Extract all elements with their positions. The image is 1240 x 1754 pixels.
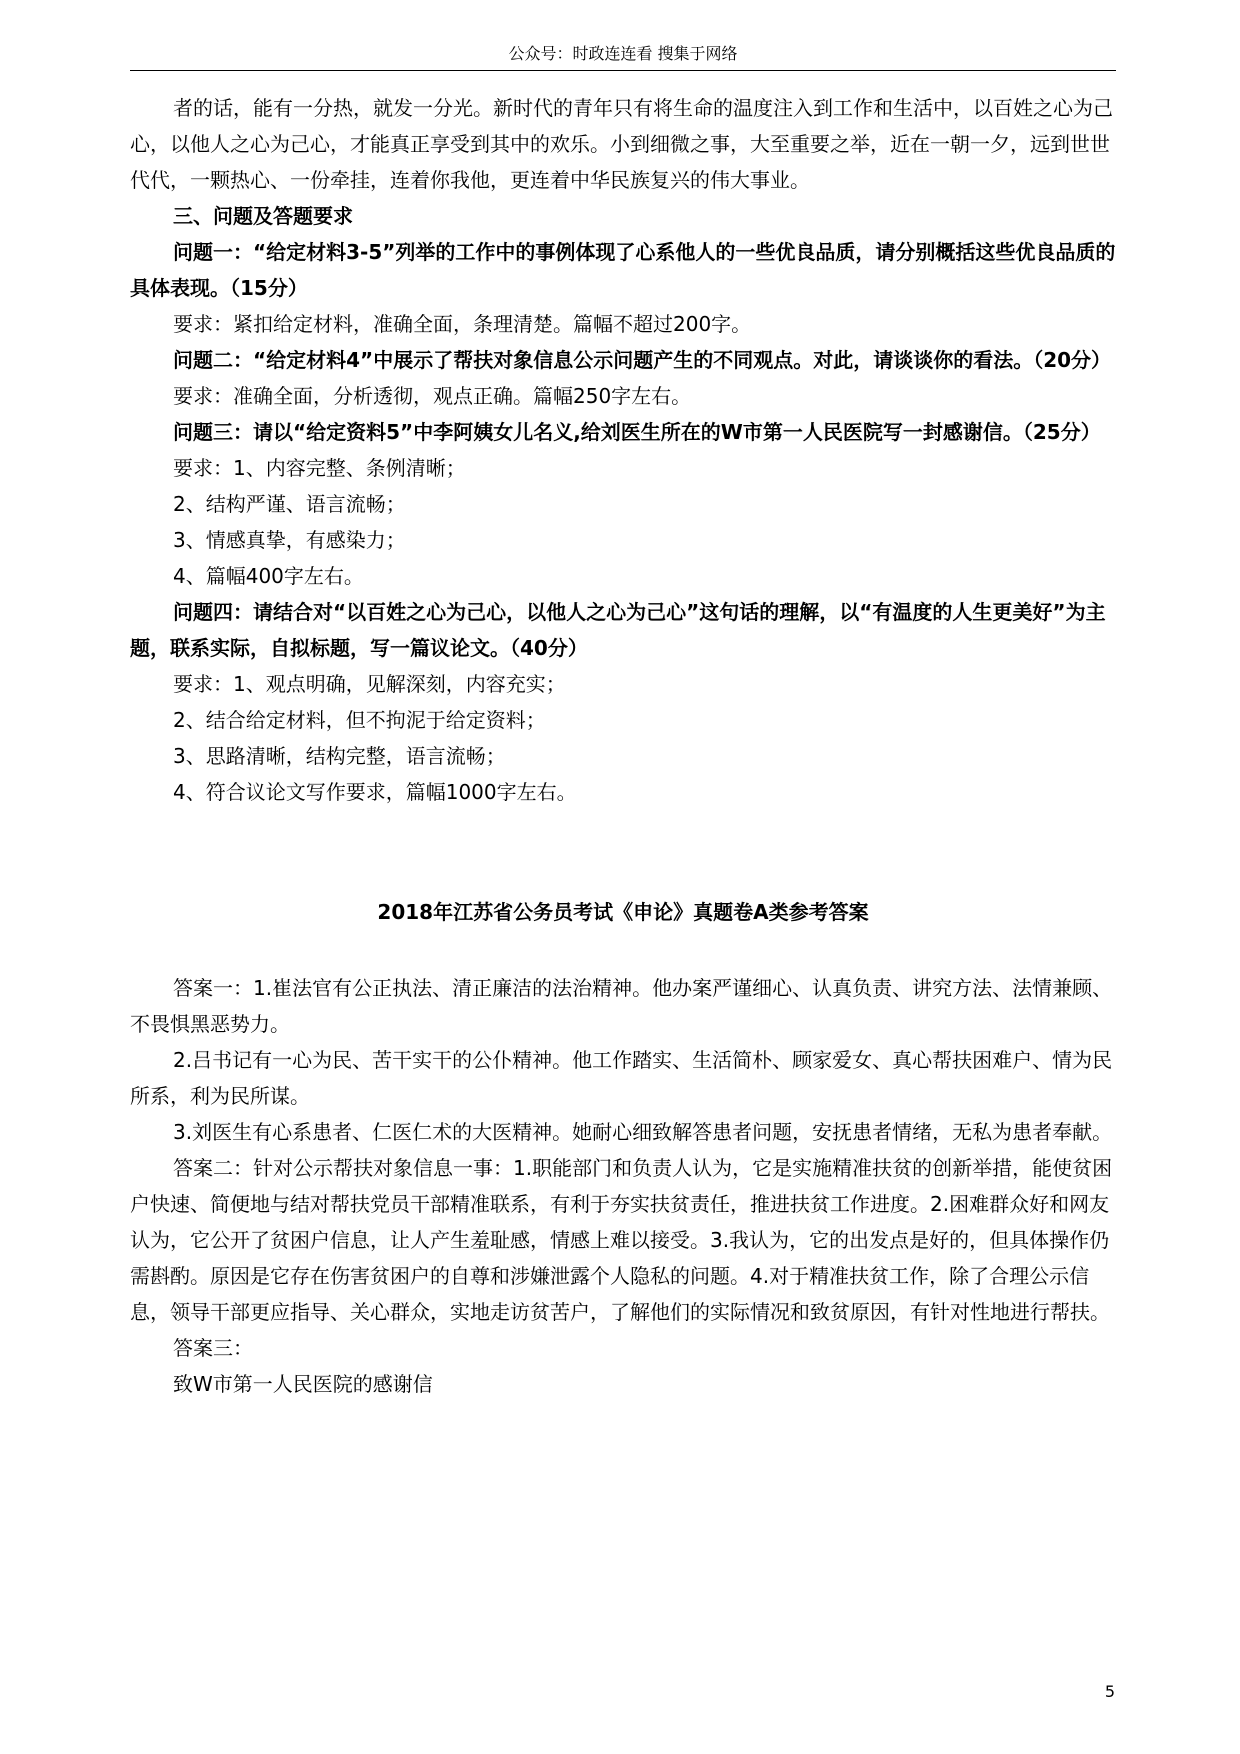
requirement: 要求：紧扣给定材料，准确全面，条理清楚。篇幅不超过200字。: [173, 312, 752, 336]
requirement: 要求：1、观点明确，见解深刻，内容充实；: [173, 672, 566, 696]
requirement: 3、情感真挚，有感染力；: [173, 528, 406, 552]
question-4: 问题四：请结合对“以百姓之心为己心，以他人之心为己心”这句话的理解，以“有温度的人生更美好”为主题，联系实际，自拟标题，写一篇议论文。（40分）: [130, 600, 1106, 660]
requirement: 4、篇幅400字左右。: [173, 564, 364, 588]
requirement: 要求：准确全面，分析透彻，观点正确。篇幅250字左右。: [173, 384, 692, 408]
requirement: 2、结构严谨、语言流畅；: [173, 492, 406, 516]
section-heading: 三、问题及答题要求: [173, 204, 353, 228]
question-3: 问题三：请以“给定资料5”中李阿姨女儿名义,给刘医生所在的W市第一人民医院写一封感谢信。（25分）: [173, 420, 1101, 444]
question-1: 问题一：“给定材料3-5”列举的工作中的事例体现了心系他人的一些优良品质，请分别概括这些优良品质的具体表现。（15分）: [130, 240, 1116, 300]
page-header: 公众号：时政连连看 搜集于网络: [130, 40, 1116, 71]
page-number: 5: [1104, 1682, 1115, 1701]
paragraph: 者的话，能有一分热，就发一分光。新时代的青年只有将生命的温度注入到工作和生活中，以百姓之心为己心，以他人之心为己心，才能真正享受到其中的欢乐。小到细微之事，大至重要之举，近在一朝一夕，远到世世代代，一颗热心、一份牵挂，连着你我他，更连着中华民族复兴的伟大事业。: [130, 96, 1113, 192]
answer-paragraph: 2.吕书记有一心为民、苦干实干的公仆精神。他工作踏实、生活简朴、顾家爱女、真心帮扶困难户、情为民所系，利为民所谋。: [130, 1048, 1113, 1108]
requirement: 2、结合给定材料，但不拘泥于给定资料；: [173, 708, 546, 732]
requirement: 3、思路清晰，结构完整，语言流畅；: [173, 744, 506, 768]
requirement: 要求：1、内容完整、条例清晰；: [173, 456, 466, 480]
question-2: 问题二：“给定材料4”中展示了帮扶对象信息公示问题产生的不同观点。对此，请谈谈你的看法。（20分）: [173, 348, 1112, 372]
requirement: 4、符合议论文写作要求，篇幅1000字左右。: [173, 780, 577, 804]
answer-paragraph: 答案二：针对公示帮扶对象信息一事：1.职能部门和负责人认为，它是实施精准扶贫的创新举措，能使贫困户快速、简便地与结对帮扶党员干部精准联系，有利于夯实扶贫责任，推进扶贫工作进度。2.困难群众好和网友认为，它公开了贫困户信息，让人产生羞耻感，情感上难以接受。3.我认为，它的出发点是好的，但具体操作仍需斟酌。原因是它存在伤害贫困户的自尊和涉嫌泄露个人隐私的问题。4.对于精准扶贫工作，除了合理公示信息，领导干部更应指导、关心群众，实地走访贫苦户，了解他们的实际情况和致贫原因，有针对性地进行帮扶。: [130, 1156, 1113, 1324]
answer-paragraph: 答案三：: [173, 1336, 253, 1360]
answer-paragraph: 答案一：1.崔法官有公正执法、清正廉洁的法治精神。他办案严谨细心、认真负责、讲究方法、法情兼顾、不畏惧黑恶势力。: [130, 976, 1113, 1036]
letter-title: 致W市第一人民医院的感谢信: [173, 1372, 433, 1396]
document-body: [130, 90, 1116, 1402]
answer-paragraph: 3.刘医生有心系患者、仁医仁术的大医精神。她耐心细致解答患者问题，安抚患者情绪，无私为患者奉献。: [173, 1120, 1113, 1144]
answer-title: 2018年江苏省公务员考试《申论》真题卷A类参考答案: [377, 900, 869, 924]
